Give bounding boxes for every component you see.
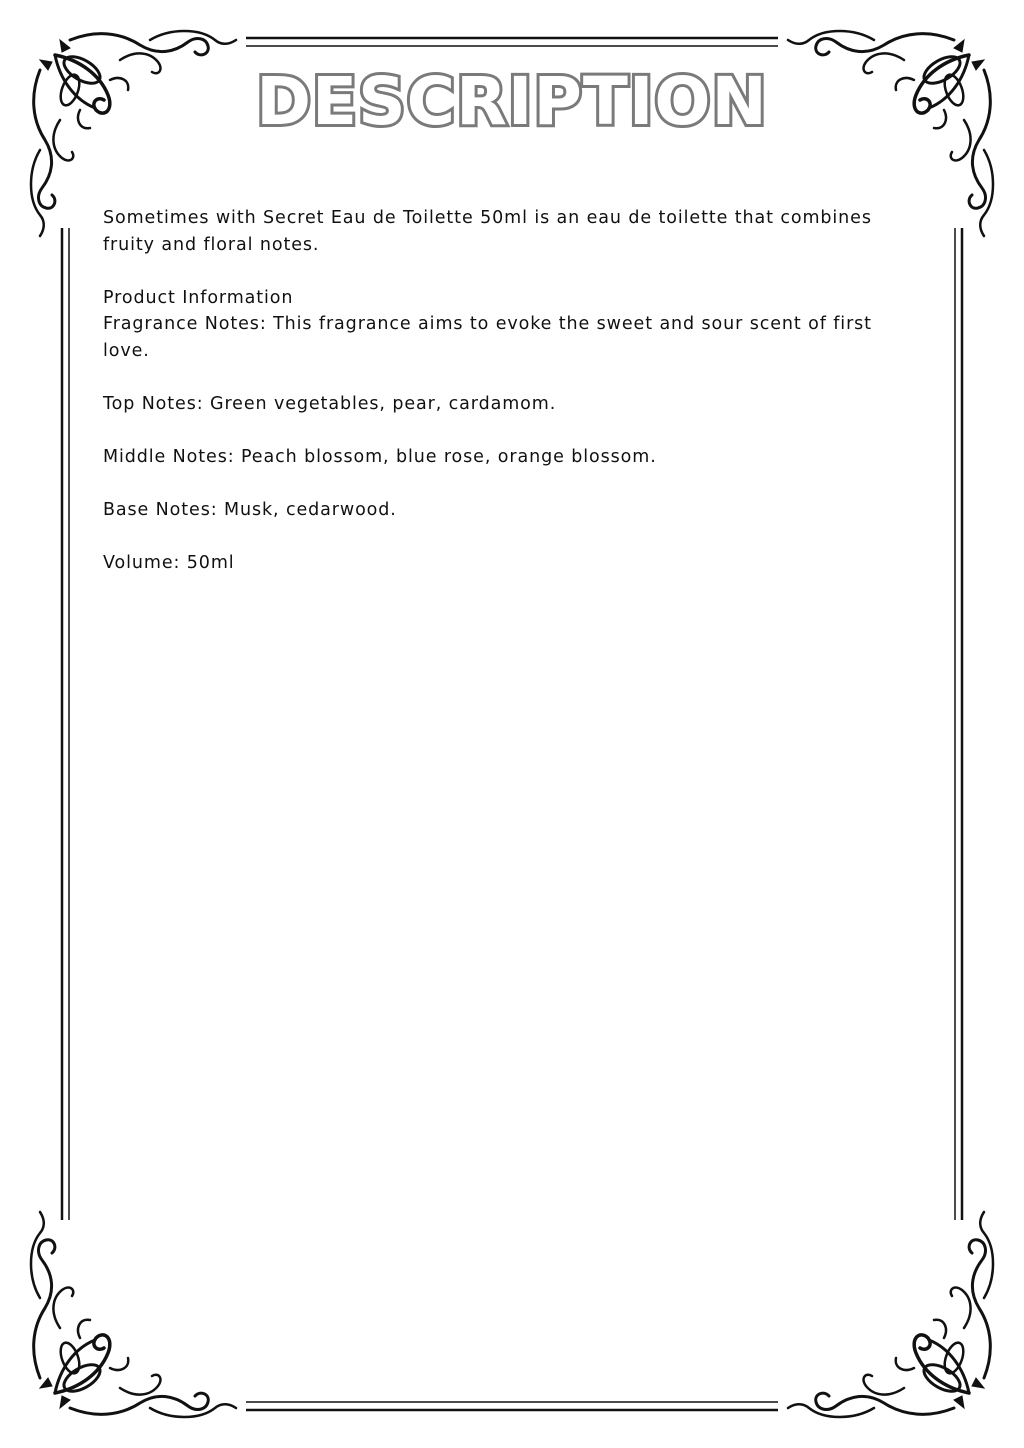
- page-title: DESCRIPTION: [256, 63, 768, 140]
- product-info-heading: Product Information: [103, 287, 294, 308]
- base-notes-text: Base Notes: Musk, cedarwood.: [103, 499, 397, 520]
- description-body: [103, 205, 903, 576]
- top-notes-text: Top Notes: Green vegetables, pear, cardamom.: [103, 393, 557, 414]
- fragrance-notes-text: Fragrance Notes: This fragrance aims to evoke the sweet and sour scent of first love.: [103, 314, 872, 361]
- volume-text: Volume: 50ml: [103, 552, 235, 573]
- middle-notes-text: Middle Notes: Peach blossom, blue rose, orange blossom.: [103, 446, 657, 467]
- corner-ornament-bottom-left: [31, 1212, 236, 1417]
- corner-ornament-bottom-right: [788, 1212, 993, 1417]
- intro-paragraph: Sometimes with Secret Eau de Toilette 50ml is an eau de toilette that combines fruity and floral notes.: [103, 208, 872, 255]
